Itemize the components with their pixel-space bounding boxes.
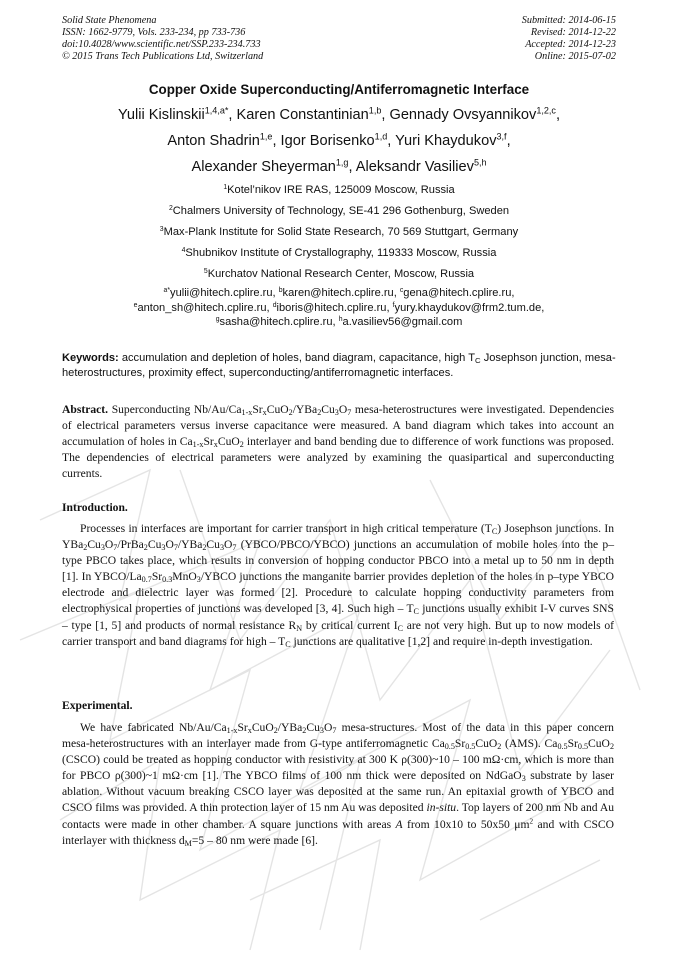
journal-name: Solid State Phenomena bbox=[62, 15, 157, 26]
journal-copyright: © 2015 Trans Tech Publications Ltd, Switzerland bbox=[62, 51, 264, 62]
experimental-text: We have fabricated $Nb/Au/Ca_{1-x}Sr_xCuO_2/YBa_2Cu_3O_7$ mesa-structures. Most of the data in this paper concern mesa-heterostructures with an interlayer made from G-type antiferromagnetic $Ca_{0.5}Sr_{0.5}CuO_2$ (AMS). $Ca_{0.5}Sr_{0.5}CuO_2$ (CSCO) could be treated as hopping conductor with resistivity at 300 K ρ(300)~10 – 100 mΩ·cm, which is more than for PBCO ρ(300)~1 mΩ·cm [1]. The YBCO films of 100 nm thick were deposited on NdGaO$_3$ substrate by laser ablation. Without vacuum breaking CSCO layer was deposited at the same run. An epitaxial growth of YBCO and CSCO films was provided. A thin protection layer of 15 nm Au was deposited in-situ. Top layers of 200 nm Nb and Au contacts were made in other chamber. A square junctions with areas A from 10x10 to 50x50 $\mu m^2$ and with CSCO interlayer with thickness $d_M=5 - 80$ nm were made [6]. bbox=[62, 721, 615, 848]
author-list: Yulii Kislinskii$^{1,4,a*}$, Karen Constantinian$^{1,b}$, Gennady Ovsyannikov$^{1,2,c}$, Anton Shadrin$^{1,e}$, Igor Borisenko$^{1,d}$, Yuri Khaydukov$^{3,f}$, Alexander Sheyerman$^{1,g}$, Aleksandr Vasiliev$^{5,h}$ bbox=[117, 105, 560, 175]
date-submitted: Submitted: 2014-06-15 bbox=[521, 15, 616, 26]
keywords-text: accumulation and depletion of holes, band diagram, capacitance, high $T_C$ Josephson junction, mesa-heterostructures, proximity effect, superconducting/antiferromagnetic interfaces. bbox=[62, 352, 616, 379]
email-link[interactable]: yulii@hitech.cplire.ru bbox=[170, 287, 273, 299]
author-name: Gennady Ovsyannikov bbox=[389, 107, 537, 123]
introduction-heading: Introduction. bbox=[62, 501, 128, 514]
author-name: Igor Borisenko bbox=[280, 133, 375, 149]
email-link[interactable]: iboris@hitech.cplire.ru bbox=[276, 301, 387, 314]
abstract-label: Abstract. bbox=[62, 403, 109, 416]
author-name: Yuri Khaydukov bbox=[395, 133, 497, 149]
author-name: Karen Constantinian bbox=[236, 107, 369, 123]
affiliation: $^2$Chalmers University of Technology, SE-41 296 Gothenburg, Sweden bbox=[168, 204, 510, 217]
affiliation: $^5$Kurchatov National Research Center, Moscow, Russia bbox=[203, 267, 475, 280]
experimental-body bbox=[62, 720, 614, 849]
email-list: $^{a*}$yulii@hitech.cplire.ru, $^b$karen@hitech.cplire.ru, $^c$gena@hitech.cplire.ru, $^e$anton_sh@hitech.cplire.ru, $^d$iboris@hitech.cplire.ru, $^f$yury.khaydukov@frm2.tum.de, $^g$sasha@hitech.cplire.ru, $^h$a.vasiliev56@gmail.com bbox=[133, 286, 545, 329]
author-name: Alexander Sheyerman bbox=[191, 159, 336, 175]
author-name: Aleksandr Vasiliev bbox=[355, 159, 474, 175]
keywords-label: Keywords: bbox=[62, 352, 119, 364]
introduction-text: Processes in interfaces are important for carrier transport in high critical temperature $(T_C)$ Josephson junctions. In $YBa_2Cu_3O_7/PrBa_2Cu_3O_7/YBa_2Cu_3O_7$ (YBCO/PBCO/YBCO) junctions an accumulation of mobile holes into the p–type PBCO takes place, which results in conversion of hopping conductor PBCO into a metal up to 50 nm in depth [1]. In YBCO/$La_{0.7}Sr_{0.3}MnO_3$/YBCO junctions the manganite barrier provides depletion of the holes in p–type YBCO electrode and dielectric layer was formed [2]. Procedure to calculate hopping conductivity parameters from electrophysical properties of junctions was developed [3, 4]. Such high – $T_C$ junctions usually exhibit I-V curves SNS – type [1, 5] and products of normal resistance $R_N$ by critical current $I_C$ are not very high. But up to now models of carrier transport and band diagrams for high – $T_C$ junctions are qualitative [1,2] and require in-depth investigation. bbox=[62, 522, 615, 649]
submission-dates bbox=[522, 15, 616, 63]
affiliation: $^3$Max-Plank Institute for Solid State Research, 70 569 Stuttgart, Germany bbox=[159, 225, 519, 238]
journal-info bbox=[62, 15, 263, 63]
paper-title: Copper Oxide Superconducting/Antiferromagnetic Interface bbox=[148, 82, 530, 97]
author-name: Anton Shadrin bbox=[167, 133, 260, 149]
email-link[interactable]: anton_sh@hitech.cplire.ru bbox=[137, 301, 267, 314]
journal-issn: ISSN: 1662-9779, Vols. 233-234, pp 733-736 bbox=[62, 27, 246, 38]
affiliation-list bbox=[30, 180, 648, 285]
keywords bbox=[62, 351, 616, 380]
experimental-heading: Experimental. bbox=[62, 699, 133, 712]
email-link[interactable]: gena@hitech.cplire.ru bbox=[403, 287, 512, 299]
email-link[interactable]: a.vasiliev56@gmail.com bbox=[342, 316, 463, 329]
introduction-body bbox=[62, 521, 614, 650]
email-link[interactable]: sasha@hitech.cplire.ru bbox=[219, 316, 333, 329]
affiliation: $^1$Kotel’nikov IRE RAS, 125009 Moscow, Russia bbox=[223, 183, 455, 196]
date-accepted: Accepted: 2014-12-23 bbox=[525, 39, 616, 50]
abstract bbox=[62, 402, 614, 482]
abstract-text: Superconducting $Nb/Au/Ca_{1-x}Sr_xCuO_2/YBa_2Cu_3O_7$ mesa-heterostructures were investigated. Dependencies of electrical parameters versus inverse capacitance were measured. A band diagram which takes into account an accumulation of holes in $Ca_{1-x}Sr_xCuO_2$ interlayer and band bending due to difference of work functions was proposed. The dependencies of electrical parameters were analyzed by examining the quasipartical and superconducting currents. bbox=[62, 403, 615, 481]
email-link[interactable]: karen@hitech.cplire.ru bbox=[282, 287, 394, 299]
email-link[interactable]: yury.khaydukov@frm2.tum.de bbox=[394, 301, 542, 314]
affiliation: $^4$Shubnikov Institute of Crystallography, 119333 Moscow, Russia bbox=[181, 246, 497, 259]
date-revised: Revised: 2014-12-22 bbox=[530, 27, 616, 38]
journal-doi: doi:10.4028/www.scientific.net/SSP.233-234.733 bbox=[62, 39, 261, 50]
author-name: Yulii Kislinskii bbox=[117, 107, 205, 123]
date-online: Online: 2015-07-02 bbox=[534, 51, 616, 62]
